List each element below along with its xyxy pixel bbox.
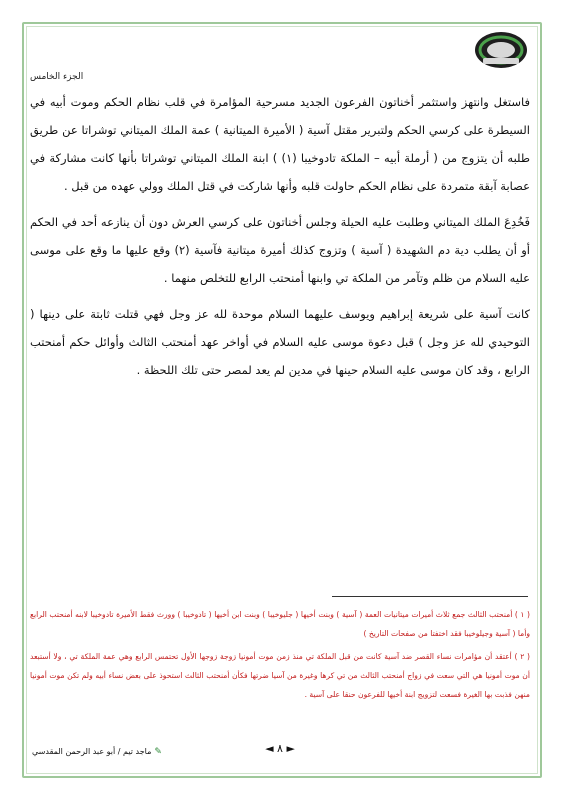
- footnotes: [30, 605, 530, 704]
- part-label: الجزء الخامس: [30, 72, 84, 82]
- main-text: [30, 88, 530, 384]
- page-number: ◄ ٨ ►: [265, 742, 295, 755]
- author-name: ماجد تيم / أبو عبد الرحمن المقدسي: [32, 747, 152, 756]
- paragraph-3: كانت آسية على شريعة إبراهيم ويوسف عليهما السلام موحدة لله عز وجل فهي قتلت ثابتة على دينها ( التوحيدي لله عز وجل ) قبل دعوة موسى عليه السلام في أواخر عهد أمنحتب الثالث وأوائل حكم أمنحتب الرابع ، وقد كان موسى عليه السلام حينها في مدين لم يعد لمصر حتى تلك اللحظة .: [30, 307, 530, 377]
- leaf-icon: ✎: [154, 747, 162, 757]
- footnote-1: ( ١ ) أمنحتب الثالث جمع ثلاث أميرات ميتانيات العمة ( آسية ) وبنت أخيها ( جليوخيبا ) وبنت ابن أخيها ( تادوخيبا ) وورث فقط الأميرة تادوخيبا لابنه أمنحتب الرابع وأما ( آسية وجيلوخيبا فقد اختفتا من صفحات التاريخ ): [30, 610, 530, 638]
- paragraph-1: فاستغل وانتهز واستثمر أخناتون الفرعون الجديد مسرحية المؤامرة في قلب نظام الحكم وموت أبيه في السيطرة على كرسي الحكم ولتبرير مقتل آسية ( الأميرة الميتانية ) عمة الملك الميتاني توشراتا عن طريق طلبه أن يتزوج من ( أرملة أبيه – الملكة تادوخيبا (١) ) ابنة الملك الميتاني توشراتا بأنها كانت مشاركة في عصابة آبقة متمردة على نظام الحكم حاولت قلبه وأنها شاركت في قتل الملك وولي عهده من قبل .: [30, 95, 531, 193]
- author-credit: [32, 747, 162, 757]
- site-logo-icon: [473, 28, 529, 72]
- paragraph-2: فَخُدِعَ الملك الميتاني وطلبت عليه الحيلة وجلس أخناتون على كرسي العرش دون أن ينازعه أحد في الحكم أو أن يطلب دية دم الشهيدة ( آسية ) وتزوج كذلك أميرة ميتانية فآسية (٢) وقع عليها ما وقع على موسى عليه السلام من ظلم وتآمر من الملكة تي وابنها أمنحتب الرابع للتخلص منهما .: [30, 215, 531, 285]
- footnote-2: ( ٢ ) أعتقد أن مؤامرات نساء القصر ضد آسية كانت من قبل الملكة تي منذ زمن موت أمونيا زوجة زوجها الأول تحتمس الرابع وهي عمة الملكة تي ، ولا أستبعد أن موت أمونيا هي التي سعت في زواج أمنحتب الثالث من تي كرها وغيرة من آسيا ضرتها فكأن أمنحتب الثالث استحوذ على بعض نساء أبيه ولم تكن موت أمونيا منهن فذبت بها الغيرة فسعت لتزويج ابنة أخيها للفرعون حنقا على آسية .: [30, 652, 530, 699]
- footnote-separator: [332, 596, 528, 597]
